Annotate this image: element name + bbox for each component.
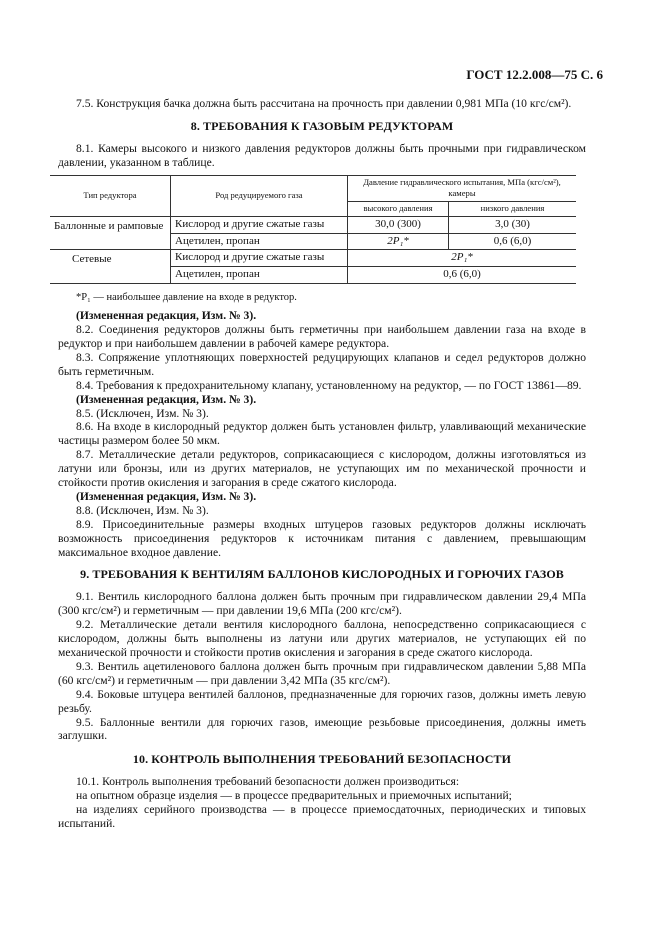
cell-type: Баллонные и рамповые <box>50 216 171 250</box>
paragraph-8-3: 8.3. Сопряжение уплотняющих поверхностей редуцирующих клапанов и седел редукторов должно быть герметичным. <box>58 350 586 378</box>
paragraph-7-5: 7.5. Конструкция бачка должна быть рассчитана на прочность при давлении 0,981 МПа (10 кгс/см²). <box>76 97 572 110</box>
cell-merged: 0,6 (6,0) <box>348 267 577 284</box>
cell-type: Сетевые <box>50 250 171 284</box>
section-8-title: 8. ТРЕБОВАНИЯ К ГАЗОВЫМ РЕДУКТОРАМ <box>190 118 454 133</box>
table-row <box>50 216 576 233</box>
cell-gas: Кислород и другие сжатые газы <box>171 250 348 267</box>
list-line: на опытном образце изделия — в процессе предварительных и приемочных испытаний; <box>76 789 512 803</box>
paragraph-9-4: 9.4. Боковые штуцера вентилей баллонов, предназначенные для горючих газов, должны иметь левую резьбу. <box>58 687 586 715</box>
list-line: на изделиях серийного производства — в процессе приемосдаточных, периодических и типовых испытаний. <box>58 803 586 830</box>
paragraph-9-3: 9.3. Вентиль ацетиленового баллона должен быть прочным при гидравлическом давлении 5,88 МПа (60 кгс/см²) и герметичным — при давлении 3,42 МПа (35 кгс/см²). <box>58 659 586 687</box>
cell-gas: Кислород и другие сжатые газы <box>171 216 348 233</box>
header-high-pressure: высокого давления <box>348 201 449 216</box>
paragraph-8-5: 8.5. (Исключен, Изм. № 3). <box>76 406 209 420</box>
paragraph-9-1: 9.1. Вентиль кислородного баллона должен быть прочным при гидравлическом давлении 29,4 МПа (300 кгс/см²) и герметичным — при давлении 19,6 МПа (200 кгс/см²). <box>58 590 586 618</box>
document-body <box>54 97 586 831</box>
cell-low: 0,6 (6,0) <box>449 233 577 250</box>
paragraph-8-9: 8.9. Присоединительные размеры входных штуцеров газовых редукторов должны исключать возможность присоединения редукторов к источникам питания с давлением, превышающим максимальное входное давление. <box>58 517 586 559</box>
header-gas-type: Род редуцируемого газа <box>171 175 348 216</box>
paragraph-8-7: 8.7. Металлические детали редукторов, соприкасающиеся с кислородом, должны изготовляться из латуни или бронзы, или из других материалов, не уступающих им по механической прочности и стойкости против окисления и загорания в среде сжатого кислорода. <box>58 448 586 490</box>
edition-note: (Измененная редакция, Изм. № 3). <box>76 309 257 323</box>
page-header: ГОСТ 12.2.008—75 С. 6 <box>466 67 603 82</box>
edition-note: (Измененная редакция, Изм. № 3). <box>76 392 257 406</box>
paragraph-8-8: 8.8. (Исключен, Изм. № 3). <box>76 503 209 517</box>
cell-high: 2P₁* <box>348 233 449 250</box>
cell-gas: Ацетилен, пропан <box>171 267 348 284</box>
paragraph-9-5: 9.5. Баллонные вентили для горючих газов, имеющие резьбовые присоединения, должны иметь заглушки. <box>58 715 586 743</box>
paragraph-8-2: 8.2. Соединения редукторов должны быть герметичны при наибольшем давлении газа на входе в редуктор и при наибольшем давлении в рабочей камере редуктора. <box>58 323 586 350</box>
paragraph-10-1: 10.1. Контроль выполнения требований безопасности должен производиться: <box>76 775 460 789</box>
cell-gas: Ацетилен, пропан <box>171 233 348 250</box>
section-9-title: 9. ТРЕБОВАНИЯ К ВЕНТИЛЯМ БАЛЛОНОВ КИСЛОРОДНЫХ И ГОРЮЧИХ ГАЗОВ <box>80 567 564 582</box>
table-header-row <box>50 175 576 201</box>
paragraph-8-4: 8.4. Требования к предохранительному клапану, установленному на редуктор, — по ГОСТ 13861—89. <box>76 378 582 392</box>
header-reducer-type: Тип редуктора <box>50 175 171 216</box>
cell-low: 3,0 (30) <box>449 216 577 233</box>
paragraph-9-2: 9.2. Металлические детали вентиля кислородного баллона, непосредственно соприкасающиеся с кислородом, должны быть выполнены из латуни или других материалов, не уступающих ей по механической прочности и стойкости против окисления и загорания в среде сжатого кислорода. <box>58 618 586 659</box>
paragraph-8-1: 8.1. Камеры высокого и низкого давления редукторов должны быть прочными при гидравлическом давлении, указанном в таблице. <box>58 141 586 169</box>
pressure-table <box>50 175 576 285</box>
header-test-pressure: Давление гидравлического испытания, МПа (кгс/см²), камеры <box>348 175 577 201</box>
cell-merged: 2P₁* <box>348 250 577 267</box>
section-10-title: 10. КОНТРОЛЬ ВЫПОЛНЕНИЯ ТРЕБОВАНИЙ БЕЗОПАСНОСТИ <box>132 752 512 767</box>
table-row <box>50 250 576 267</box>
header-low-pressure: низкого давления <box>449 201 577 216</box>
paragraph-8-6: 8.6. На входе в кислородный редуктор должен быть установлен фильтр, улавливающий механические частицы размером более 50 мкм. <box>58 420 586 448</box>
cell-high: 30,0 (300) <box>348 216 449 233</box>
table-footnote: *P₁ — наибольшее давление на входе в редуктор. <box>76 292 297 304</box>
edition-note: (Измененная редакция, Изм. № 3). <box>76 489 257 503</box>
